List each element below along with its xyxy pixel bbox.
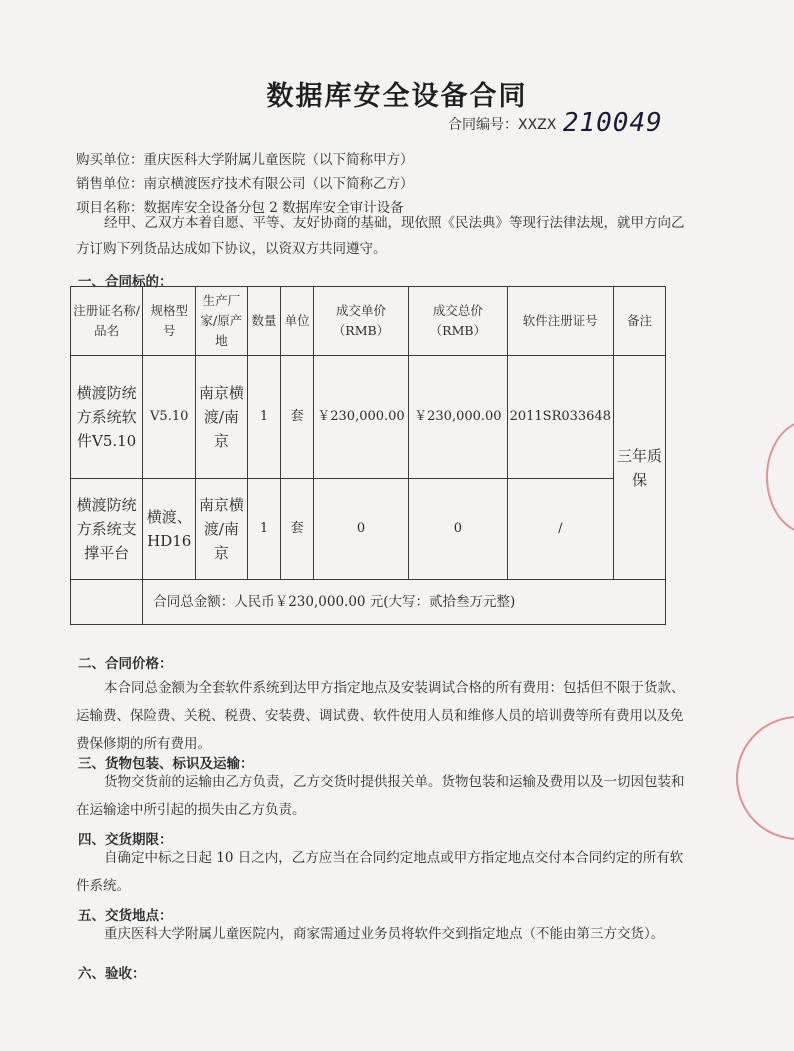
table-cell: 横渡防统方系统支撑平台: [71, 479, 143, 580]
section-2-heading: 二、合同价格：: [78, 656, 173, 672]
table-header-row: [71, 287, 666, 356]
table-cell: 套: [281, 356, 313, 479]
table-cell: V5.10: [143, 356, 196, 479]
table-cell: 1: [247, 356, 281, 479]
project-line: 项目名称：数据库安全设备分包 2 数据库安全审计设备: [76, 200, 404, 216]
section-5-heading: 五、交货地点：: [78, 908, 173, 924]
header-cell: 软件注册证号: [507, 287, 613, 356]
document-title: 数据库安全设备合同: [266, 81, 528, 112]
seller-line: 销售单位：南京横渡医疗技术有限公司（以下简称乙方）: [76, 176, 414, 192]
red-seal-stamp: [736, 716, 794, 840]
section-3-paragraph: 货物交货前的运输由乙方负责，乙方交货时提供报关单。货物包装和运输及费用以及一切因包装和在运输途中所引起的损失由乙方负责。: [76, 774, 685, 818]
table-cell: 0: [313, 479, 408, 580]
table-row: [71, 479, 666, 580]
table-cell: 南京横渡/南京: [196, 356, 247, 479]
table-cell: 1: [247, 479, 281, 580]
header-cell: 注册证名称/品名: [71, 287, 143, 356]
section-4-paragraph: 自确定中标之日起 10 日之内，乙方应当在合同约定地点或甲方指定地点交付本合同约定的所有软件系统。: [76, 850, 684, 894]
intro-paragraph: 经甲、乙双方本着自愿、平等、友好协商的基础，现依照《民法典》等现行法律法规，就甲方向乙方订购下列货品达成如下协议，以资双方共同遵守。: [76, 215, 685, 257]
section-5-paragraph: 重庆医科大学附属儿童医院内，商家需通过业务员将软件交到指定地点（不能由第三方交货）。: [104, 926, 665, 942]
section-2-paragraph: 本合同总金额为全套软件系统到达甲方指定地点及安装调试合格的所有费用：包括但不限于货款、运输费、保险费、关税、税费、安装费、调试费、软件使用人员和维修人员的培训费等所有费用以及免费保修期的所有费用。: [76, 680, 685, 752]
contract-number-label: 合同编号：XXZX: [448, 117, 557, 133]
section-1-heading: 一、合同标的：: [78, 274, 173, 290]
contract-number: [448, 108, 663, 138]
remark-cell: 三年质保: [614, 356, 666, 580]
table-cell: 0: [409, 479, 507, 580]
red-seal-stamp: [766, 420, 794, 534]
header-cell: 生产厂家/原产地: [196, 287, 247, 356]
table-cell: 横渡防统方系统软件V5.10: [71, 356, 143, 479]
table-cell: 南京横渡/南京: [196, 479, 247, 580]
header-cell: 数量: [247, 287, 281, 356]
table-cell: ￥230,000.00: [313, 356, 408, 479]
section-3-heading: 三、货物包装、标识及运输：: [78, 756, 254, 772]
contract-number-handwritten: 210049: [562, 108, 663, 138]
header-cell: 成交单价（RMB）: [313, 287, 408, 356]
table-cell: 2011SR033648: [507, 356, 613, 479]
section-4-heading: 四、交货期限：: [78, 832, 173, 848]
section-6-heading: 六、验收：: [78, 966, 146, 982]
header-cell: 单位: [281, 287, 313, 356]
buyer-line: 购买单位：重庆医科大学附属儿童医院（以下简称甲方）: [76, 152, 414, 168]
table-cell: /: [507, 479, 613, 580]
header-cell: 备注: [614, 287, 666, 356]
table-cell: [71, 580, 143, 625]
table-row: [71, 356, 666, 479]
header-cell: 成交总价（RMB）: [409, 287, 507, 356]
table-cell: 横渡、HD16: [143, 479, 196, 580]
header-cell: 规格型号: [143, 287, 196, 356]
table-cell: 套: [281, 479, 313, 580]
contract-items-table: [70, 286, 666, 625]
table-total-row: [71, 580, 666, 625]
total-amount: 合同总金额：人民币￥230,000.00 元(大写：贰拾叁万元整): [143, 580, 666, 625]
table-cell: ￥230,000.00: [409, 356, 507, 479]
